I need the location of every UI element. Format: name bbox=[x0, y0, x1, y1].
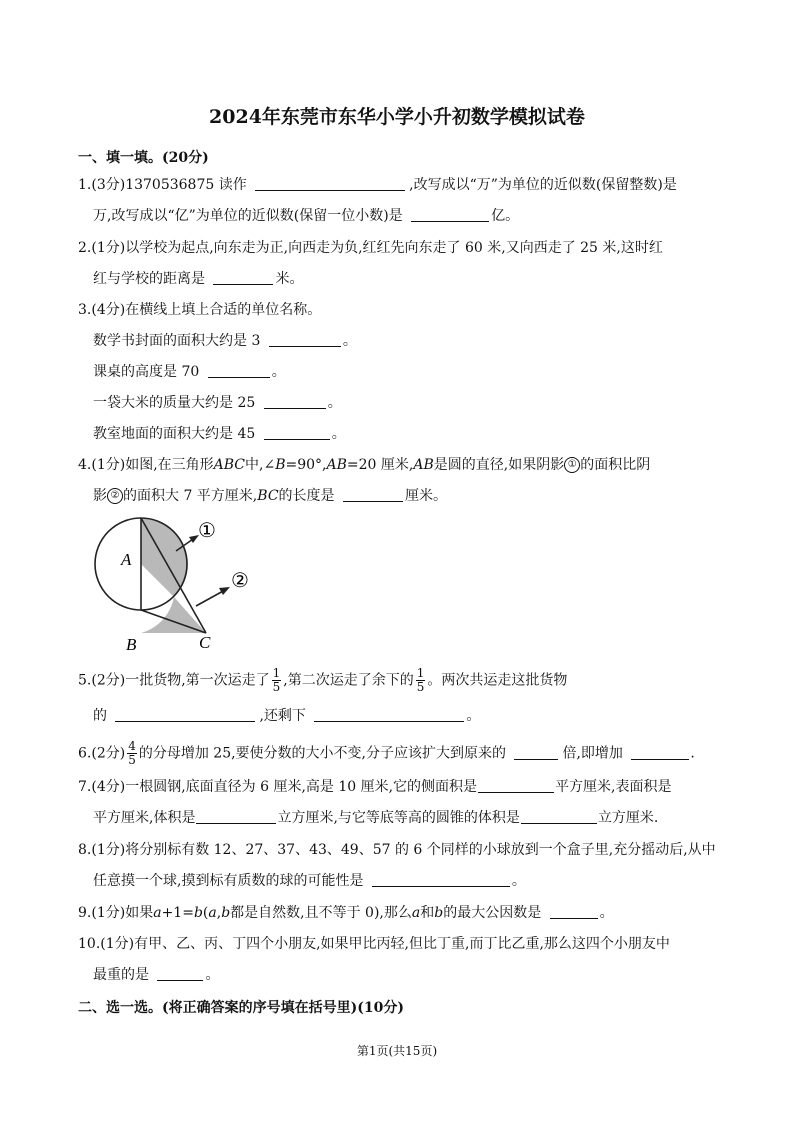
answer-blank[interactable] bbox=[411, 207, 489, 222]
text: +1= bbox=[161, 905, 194, 921]
text: 的面积比阴 bbox=[580, 457, 651, 473]
denominator: 5 bbox=[416, 680, 425, 694]
circled-number-2: ② bbox=[107, 488, 123, 504]
question-8-line-1: 8.(1分)将分别标有数 12、27、37、43、49、57 的 6 个同样的小球放到一个盒子里,充分摇动后,从中 bbox=[78, 842, 716, 858]
answer-blank[interactable] bbox=[213, 270, 273, 285]
question-3-item-2 bbox=[93, 362, 286, 382]
text: 。 bbox=[599, 905, 614, 921]
question-4-line-1 bbox=[78, 455, 650, 475]
text: 平方厘米,表面积是 bbox=[555, 779, 672, 795]
answer-blank[interactable] bbox=[631, 745, 689, 760]
text: 平方厘米,体积是 bbox=[93, 810, 196, 826]
section-heading-2: 二、选一选。(将正确答案的序号填在括号里)(10分) bbox=[78, 1000, 404, 1016]
math-var: ABC bbox=[213, 457, 246, 473]
text: 。 bbox=[205, 967, 220, 983]
question-9 bbox=[78, 903, 614, 923]
numerator: 1 bbox=[416, 666, 425, 680]
question-4-figure bbox=[93, 515, 268, 659]
text: 。 bbox=[342, 333, 357, 349]
math-var: B bbox=[275, 457, 286, 473]
text: 立方厘米. bbox=[597, 810, 659, 826]
text: 。 bbox=[271, 364, 286, 380]
text: 万,改写成以“亿”为单位的近似数(保留一位小数)是 bbox=[93, 208, 403, 224]
text: 倍,即增加 bbox=[562, 745, 623, 762]
question-1-line-1 bbox=[78, 175, 677, 195]
answer-blank[interactable] bbox=[196, 809, 276, 824]
text: 。 bbox=[331, 426, 346, 442]
text: ,第二次运走了余下的 bbox=[283, 672, 414, 689]
text: 亿。 bbox=[491, 208, 520, 224]
page-footer: 第1页(共15页) bbox=[356, 1044, 438, 1058]
answer-blank[interactable] bbox=[372, 872, 510, 887]
question-7-line-2 bbox=[93, 808, 658, 828]
fraction bbox=[127, 740, 137, 767]
circled-number-1: ① bbox=[564, 457, 580, 473]
text: 都是自然数,且不等于 0),那么 bbox=[230, 905, 412, 921]
circle-triangle-diagram bbox=[93, 515, 268, 655]
label-a: A bbox=[121, 550, 132, 569]
question-2-line-2 bbox=[93, 269, 303, 289]
text: 米。 bbox=[275, 271, 304, 287]
text: 7.(4分)一根圆钢,底面直径为 6 厘米,高是 10 厘米,它的侧面积是 bbox=[78, 779, 478, 795]
marker-1: ① bbox=[198, 518, 216, 542]
question-8-line-2 bbox=[93, 871, 526, 891]
question-3-stem: 3.(4分)在横线上填上合适的单位名称。 bbox=[78, 302, 322, 318]
math-var: AB bbox=[413, 457, 434, 473]
denominator: 5 bbox=[128, 753, 136, 767]
text: 红与学校的距离是 bbox=[93, 271, 205, 287]
answer-blank[interactable] bbox=[550, 904, 598, 919]
answer-blank[interactable] bbox=[521, 809, 597, 824]
question-3-item-3 bbox=[93, 393, 342, 413]
text: =90°, bbox=[285, 457, 327, 473]
answer-blank[interactable] bbox=[157, 966, 203, 981]
answer-blank[interactable] bbox=[264, 394, 326, 409]
text: 是圆的直径,如果阴影 bbox=[433, 457, 565, 473]
text: 4.(1分)如图,在三角形 bbox=[78, 457, 214, 473]
answer-blank[interactable] bbox=[514, 745, 558, 760]
question-5-line-1 bbox=[78, 667, 567, 694]
text: 。两次共运走这批货物 bbox=[427, 672, 568, 689]
text: , bbox=[216, 905, 222, 921]
text: 的面积大 7 平方厘米, bbox=[123, 488, 258, 504]
text: 任意摸一个球,摸到标有质数的球的可能性是 bbox=[93, 873, 364, 889]
question-3-item-4 bbox=[93, 424, 346, 444]
question-2-line-1: 2.(1分)以学校为起点,向东走为正,向西走为负,红红先向东走了 60 米,又向西走了 25 米,这时红 bbox=[78, 240, 663, 256]
text: 一袋大米的质量大约是 25 bbox=[93, 395, 256, 411]
answer-blank[interactable] bbox=[269, 332, 341, 347]
math-var: a bbox=[153, 905, 162, 921]
fraction bbox=[416, 667, 426, 694]
text: 厘米。 bbox=[404, 488, 447, 504]
text: 的分母增加 25,要使分数的大小不变,分子应该扩大到原来的 bbox=[138, 745, 507, 762]
label-b: B bbox=[126, 635, 137, 654]
answer-blank[interactable] bbox=[255, 176, 405, 191]
text: ( bbox=[202, 905, 209, 921]
math-var: a bbox=[208, 905, 217, 921]
question-1-line-2 bbox=[93, 206, 519, 226]
text: 教室地面的面积大约是 45 bbox=[93, 426, 256, 442]
numerator: 4 bbox=[128, 739, 136, 753]
denominator: 5 bbox=[272, 680, 281, 694]
marker-2: ② bbox=[231, 568, 249, 592]
question-10-line-2 bbox=[93, 965, 219, 985]
answer-blank[interactable] bbox=[264, 425, 330, 440]
question-7-line-1 bbox=[78, 777, 672, 797]
text: ,还剩下 bbox=[259, 708, 306, 724]
answer-blank[interactable] bbox=[343, 487, 403, 502]
math-var: BC bbox=[257, 488, 279, 504]
math-var: b bbox=[434, 905, 444, 921]
text: 。 bbox=[327, 395, 342, 411]
question-3-item-1 bbox=[93, 331, 357, 351]
text: 。 bbox=[511, 873, 526, 889]
question-4-line-2 bbox=[93, 486, 447, 506]
section-heading-1: 一、填一填。(20分) bbox=[78, 150, 209, 166]
answer-blank[interactable] bbox=[208, 363, 270, 378]
page-title: 2024年东莞市东华小学小升初数学模拟试卷 bbox=[209, 106, 585, 128]
math-var: AB bbox=[326, 457, 347, 473]
numerator: 1 bbox=[272, 666, 281, 680]
arrowhead-2 bbox=[219, 587, 230, 595]
math-var: b bbox=[193, 905, 203, 921]
text: 的长度是 bbox=[278, 488, 335, 504]
text: 的最大公因数是 bbox=[443, 905, 542, 921]
text: 的 bbox=[93, 708, 107, 724]
text: 和 bbox=[420, 905, 435, 921]
question-5-line-2 bbox=[93, 706, 480, 726]
text: 课桌的高度是 70 bbox=[93, 364, 200, 380]
text: 立方厘米,与它等底等高的圆锥的体积是 bbox=[277, 810, 520, 826]
text: . bbox=[690, 745, 695, 762]
text: 影 bbox=[93, 488, 107, 504]
text: =20 厘米, bbox=[346, 457, 414, 473]
text: 6.(2分) bbox=[78, 745, 126, 762]
text: ,改写成以“万”为单位的近似数(保留整数)是 bbox=[409, 177, 677, 193]
text: 数学书封面的面积大约是 3 bbox=[93, 333, 261, 349]
fraction bbox=[272, 667, 282, 694]
arrow-2 bbox=[196, 590, 225, 606]
answer-blank[interactable] bbox=[478, 778, 554, 793]
label-c: C bbox=[199, 633, 211, 652]
question-10-line-1: 10.(1分)有甲、乙、丙、丁四个小朋友,如果甲比丙轻,但比丁重,而丁比乙重,那么这四个小朋友中 bbox=[78, 936, 670, 952]
math-var: a bbox=[411, 905, 421, 921]
text: 中,∠ bbox=[245, 457, 276, 473]
text: 9.(1分)如果 bbox=[78, 905, 154, 921]
answer-blank[interactable] bbox=[314, 707, 464, 722]
math-var: b bbox=[221, 905, 231, 921]
text: 1.(3分)1370536875 读作 bbox=[78, 177, 247, 193]
answer-blank[interactable] bbox=[115, 707, 255, 722]
text: 最重的是 bbox=[93, 967, 149, 983]
question-6 bbox=[78, 740, 695, 767]
text: 5.(2分)一批货物,第一次运走了 bbox=[78, 672, 270, 689]
text: 。 bbox=[466, 708, 481, 724]
